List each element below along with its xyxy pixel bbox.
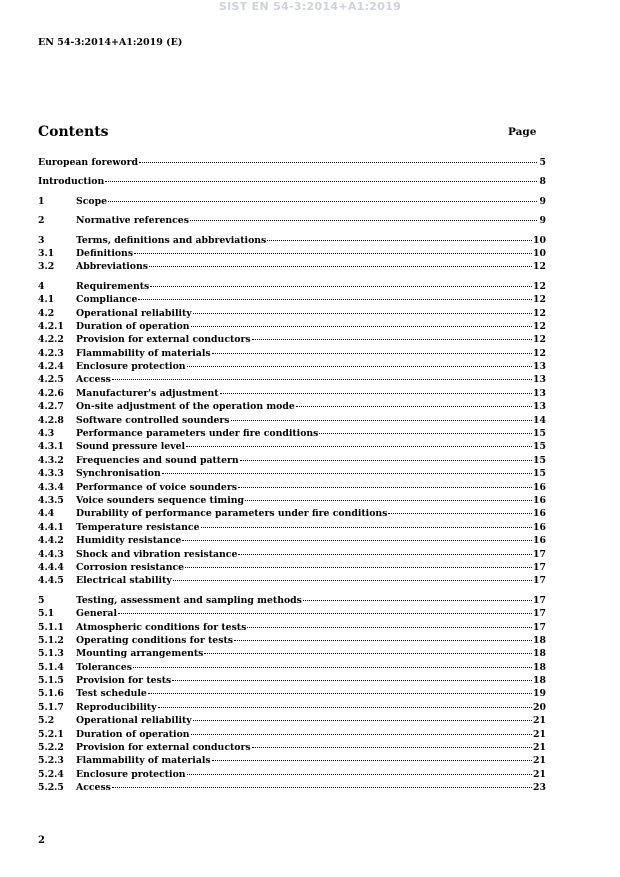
toc-entry[interactable] [38,155,546,168]
toc-entry-page: 21 [533,742,546,754]
toc-leader-dots [193,304,532,314]
toc-entry-title: Temperature resistance [76,521,200,533]
toc-leader-dots [149,257,532,267]
toc-leader-dots [134,244,532,254]
toc-entry-page: 13 [533,387,546,399]
toc-leader-dots [139,153,537,163]
toc-entry-number: 4 [38,280,45,292]
document-id: EN 54-3:2014+A1:2019 (E) [38,37,183,48]
toc-leader-dots [187,765,533,775]
page-number: 2 [38,835,45,846]
toc-leader-dots [108,192,537,202]
toc-leader-dots [193,711,532,721]
toc-entry-title: Frequencies and sound pattern [76,454,239,466]
toc-entry-number: 5.1.3 [38,648,64,660]
toc-entry-title: Software controlled sounders [76,414,230,426]
toc-entry-page: 17 [533,575,546,587]
toc-entry-number: 5.1.7 [38,701,64,713]
toc-entry-title: Atmospheric conditions for tests [76,621,247,633]
toc-entry-page: 15 [533,454,546,466]
toc-entry-title: European foreword [38,157,138,168]
toc-entry-page: 15 [533,428,546,440]
toc-entry-page: 10 [533,234,546,246]
toc-entry-number: 5.1.5 [38,675,64,687]
toc-leader-dots [252,330,532,340]
toc-entry-number: 4.2.2 [38,334,64,346]
toc-entry-number: 4.4.2 [38,535,64,547]
toc-leader-dots [162,464,532,474]
toc-leader-dots [240,451,532,461]
toc-entry-title: Flammability of materials [76,347,211,359]
toc-entry-number: 5.2 [38,715,55,727]
toc-leader-dots [185,558,532,568]
toc-entry-page: 16 [533,535,546,547]
toc-entry-number: 4.4 [38,508,55,520]
toc-entry-page: 13 [533,361,546,373]
toc-leader-dots [247,618,532,628]
toc-entry-number: 5.1 [38,608,55,620]
watermark: SIST EN 54-3:2014+A1:2019 [218,0,402,13]
toc-leader-dots [303,591,532,601]
toc-entry-title: Performance of voice sounders [76,481,237,493]
toc-entry-title: Durability of performance parameters under fire conditions [76,508,388,520]
toc-leader-dots [238,545,532,555]
toc-entry-number: 5.2.1 [38,728,64,740]
toc-entry-number: 4.3 [38,428,55,440]
toc-entry-page: 17 [533,608,546,620]
toc-entry-title: Humidity resistance [76,535,182,547]
toc-entry-number: 4.4.1 [38,521,64,533]
toc-entry-title: Operating conditions for tests [76,634,233,646]
toc-leader-dots [182,531,532,541]
toc-entry-title: Operational reliability [76,715,192,727]
toc-entry-number: 1 [38,195,45,207]
toc-entry-title: Introduction [38,176,105,188]
toc-leader-dots [112,370,532,380]
toc-entry-number: 5.2.2 [38,742,64,754]
toc-entry-page: 18 [533,634,546,646]
toc-leader-dots [190,211,537,221]
toc-entry-title: Definitions [76,247,134,259]
toc-entry-title: Provision for external conductors [76,334,251,346]
toc-entry-page: 16 [533,508,546,520]
toc-entry-page: 13 [533,401,546,413]
toc-leader-dots [172,671,532,681]
toc-entry-title: Performance parameters under fire conditions [76,428,319,440]
toc-entry-page: 16 [533,481,546,493]
toc-entry-number: 4.1 [38,294,55,306]
toc-entry-page: 12 [533,294,546,306]
toc-entry-page: 12 [533,334,546,346]
toc-entry-title: Flammability of materials [76,755,211,767]
toc-entry-page: 8 [539,176,546,188]
toc-entry-number: 4.2.7 [38,401,64,413]
toc-entry-number: 4.2.1 [38,320,64,332]
toc-entry-number: 4.2.5 [38,374,64,386]
toc-entry-title: Duration of operation [76,728,190,740]
toc-leader-dots [220,384,532,394]
toc-entry-title: Shock and vibration resistance [76,548,238,560]
toc-entry-page: 18 [533,675,546,687]
toc-entry-page: 18 [533,648,546,660]
toc-entry-number: 5.2.5 [38,782,64,794]
toc-leader-dots [191,317,533,327]
toc-entry-number: 4.4.5 [38,575,64,587]
toc-leader-dots [187,357,533,367]
toc-leader-dots [296,397,532,407]
toc-entry-page: 12 [533,307,546,319]
toc-entry-title: Electrical stability [76,575,172,587]
toc-leader-dots [252,738,532,748]
toc-entry-number: 4.3.2 [38,454,64,466]
toc-leader-dots [148,684,532,694]
toc-entry-number: 5 [38,594,45,606]
toc-entry-title: Mounting arrangements [76,648,204,660]
toc-entry-page: 17 [533,621,546,633]
toc-entry-page: 9 [539,195,546,207]
toc-entry-title: Voice sounders sequence timing [76,494,244,506]
toc-entry-title: Requirements [76,280,150,292]
toc-leader-dots [118,604,532,614]
toc-entry-title: Corrosion resistance [76,561,185,573]
toc-entry-page: 20 [533,701,546,713]
toc-entry-title: General [76,608,117,620]
toc-entry-page: 16 [533,521,546,533]
toc-entry-title: Synchronisation [76,468,161,480]
toc-entry-number: 3.2 [38,261,55,273]
toc-leader-dots [245,491,532,501]
toc-entry-title: Manufacturer's adjustment [76,387,219,399]
toc-entry-page: 12 [533,320,546,332]
toc-entry[interactable] [38,259,546,272]
toc-leader-dots [150,277,532,287]
toc-leader-dots [267,231,532,241]
toc-leader-dots [319,424,532,434]
toc-entry-title: Duration of operation [76,320,190,332]
toc-leader-dots [191,725,533,735]
toc-entry[interactable] [38,213,546,226]
toc-entry[interactable] [38,194,546,207]
toc-entry-page: 14 [533,414,546,426]
toc-entry-number: 4.2.4 [38,361,64,373]
toc-entry-title: Access [76,782,111,794]
toc-entry-title: Access [76,374,111,386]
toc-entry-number: 4.3.1 [38,441,64,453]
toc-entry-title: Normative references [76,215,189,227]
toc-entry-title: Scope [76,195,107,207]
toc-entry-number: 5.1.6 [38,688,64,700]
toc-entry-page: 21 [533,728,546,740]
toc-entry-page: 10 [533,247,546,259]
toc-entry-number: 5.1.1 [38,621,64,633]
toc-entry-number: 4.2.6 [38,387,64,399]
toc-entry-number: 5.1.2 [38,634,64,646]
toc-entry-title: Abbreviations [76,261,149,273]
toc-entry-title: Testing, assessment and sampling methods [76,594,302,606]
toc-leader-dots [234,631,532,641]
toc-entry-title: Provision for external conductors [76,742,251,754]
toc-entry-number: 3 [38,234,45,246]
toc-entry-page: 12 [533,347,546,359]
toc-entry-title: Test schedule [76,688,147,700]
toc-entry-page: 12 [533,280,546,292]
toc-entry-page: 21 [533,755,546,767]
toc-entry-number: 4.2.8 [38,414,64,426]
toc-entry-page: 13 [533,374,546,386]
table-of-contents [38,155,546,794]
toc-entry-number: 5.1.4 [38,661,64,673]
toc-entry-title: Reproducibility [76,701,157,713]
toc-entry-page: 15 [533,441,546,453]
toc-entry-page: 12 [533,261,546,273]
toc-entry-page: 5 [539,157,546,168]
toc-entry-title: On-site adjustment of the operation mode [76,401,295,413]
toc-leader-dots [212,751,532,761]
page-column-label: Page [508,126,537,138]
toc-entry-number: 4.2 [38,307,55,319]
toc-entry-page: 21 [533,715,546,727]
toc-entry-page: 15 [533,468,546,480]
toc-entry-number: 4.3.5 [38,494,64,506]
toc-entry-page: 16 [533,494,546,506]
toc-leader-dots [138,290,532,300]
toc-entry-page: 23 [533,782,546,794]
contents-title: Contents [38,124,109,140]
toc-entry-page: 18 [533,661,546,673]
toc-leader-dots [158,698,533,708]
toc-entry-number: 2 [38,215,45,227]
toc-entry-number: 4.4.3 [38,548,64,560]
toc-leader-dots [204,644,532,654]
toc-leader-dots [173,571,532,581]
toc-entry-title: Provision for tests [76,675,172,687]
toc-leader-dots [186,437,532,447]
toc-entry-page: 9 [539,215,546,227]
toc-leader-dots [133,658,532,668]
toc-entry-number: 4.3.4 [38,481,64,493]
toc-entry-title: Enclosure protection [76,768,186,780]
toc-leader-dots [105,172,537,182]
toc-entry-number: 3.1 [38,247,55,259]
toc-entry-number: 4.3.3 [38,468,64,480]
toc-leader-dots [212,344,532,354]
toc-entry-title: Sound pressure level [76,441,186,453]
toc-entry-title: Operational reliability [76,307,192,319]
toc-entry[interactable] [38,780,546,793]
toc-entry-number: 4.4.4 [38,561,64,573]
toc-entry-page: 21 [533,768,546,780]
toc-entry-title: Enclosure protection [76,361,186,373]
toc-entry[interactable] [38,573,546,586]
toc-entry-number: 5.2.3 [38,755,64,767]
toc-leader-dots [231,411,533,421]
toc-entry-page: 17 [533,594,546,606]
toc-leader-dots [112,778,532,788]
toc-entry-title: Tolerances [76,661,132,673]
toc-entry-number: 5.2.4 [38,768,64,780]
toc-entry-page: 19 [533,688,546,700]
toc-leader-dots [388,504,532,514]
toc-leader-dots [238,478,532,488]
toc-entry-page: 17 [533,548,546,560]
toc-leader-dots [201,518,533,528]
toc-entry-title: Compliance [76,294,138,306]
toc-entry[interactable] [38,174,546,187]
toc-entry-page: 17 [533,561,546,573]
toc-entry-number: 4.2.3 [38,347,64,359]
toc-entry-title: Terms, definitions and abbreviations [76,234,267,246]
